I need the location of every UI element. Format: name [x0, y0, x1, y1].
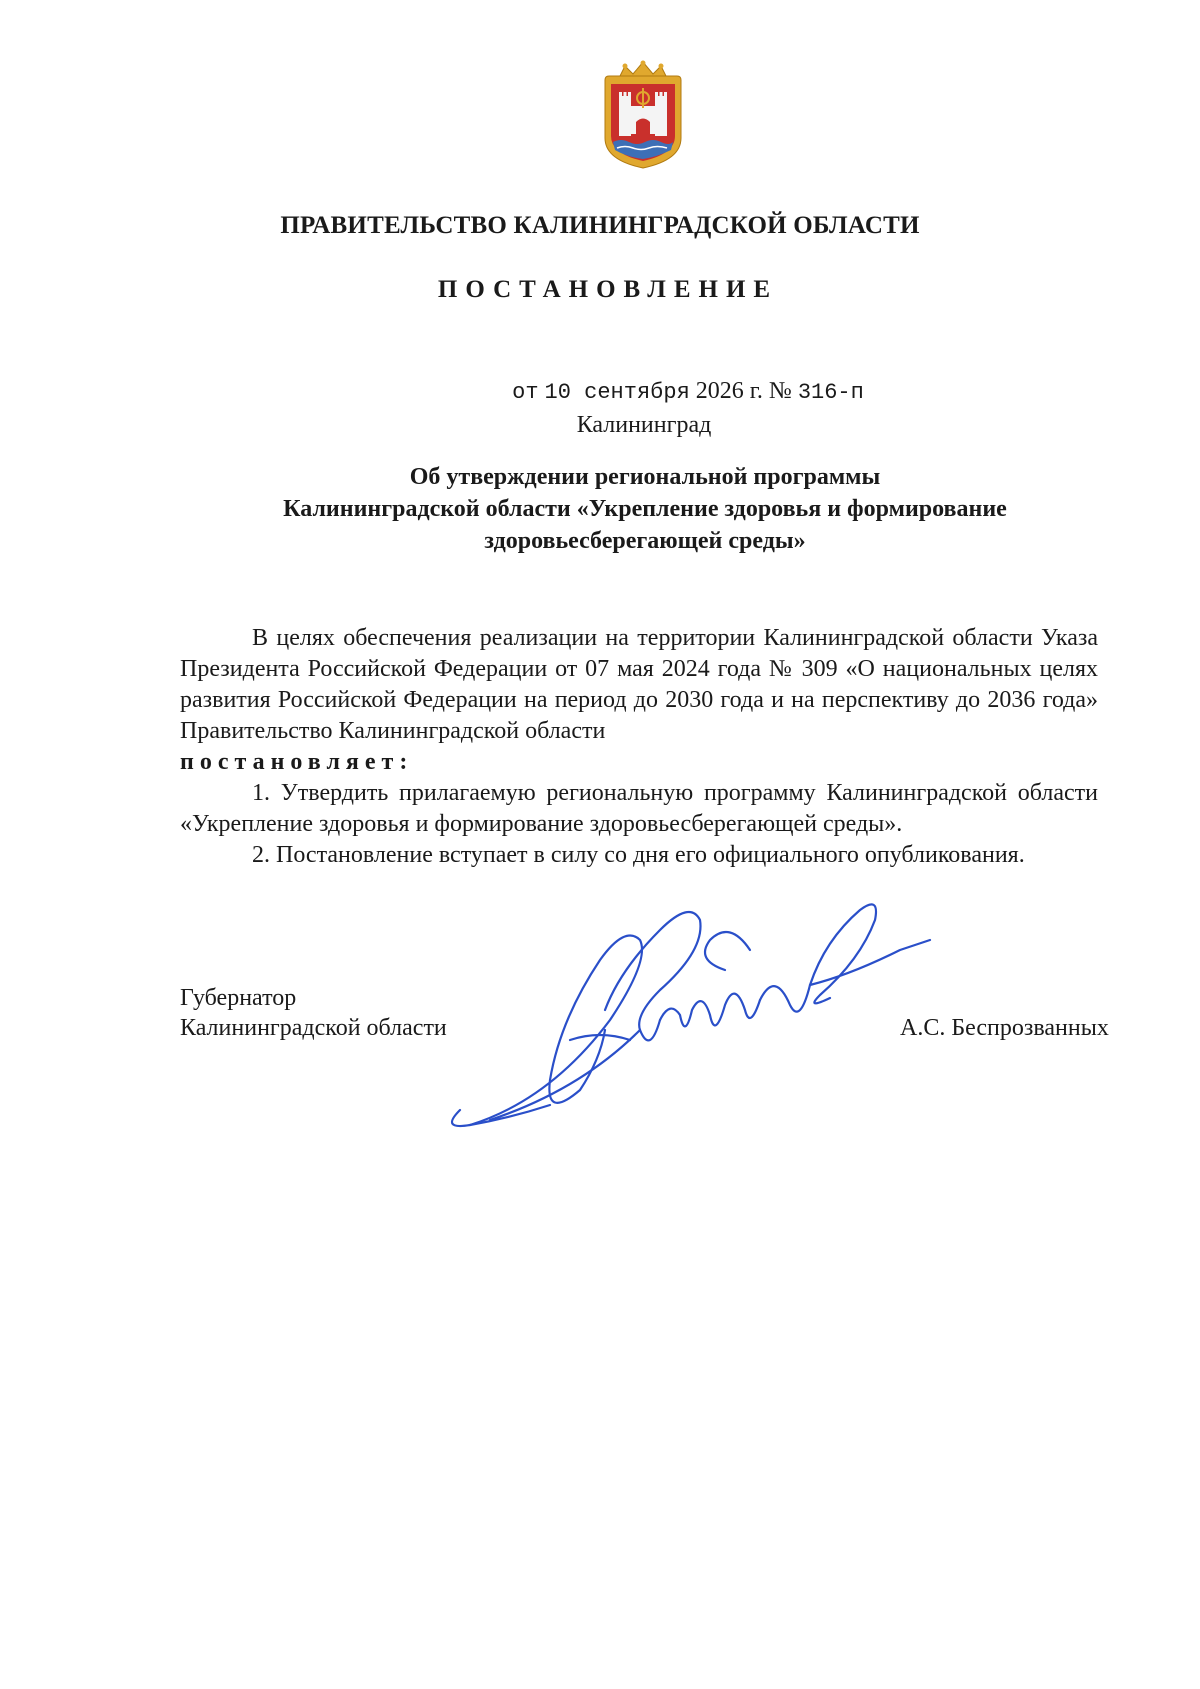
document-subject	[230, 461, 1060, 557]
resolves-paragraph	[180, 747, 1098, 778]
item-paragraph: 2. Постановление вступает в силу со дня его официального опубликования.	[252, 842, 1025, 868]
subject-line: Об утверждении региональной программы	[409, 464, 881, 490]
preamble-text: В целях обеспечения реализации на территории Калининградской области Указа Президента Российской Федерации от 07 мая 2024 года № 309 «О национальных целях развития Российской Федерации на период до 2030 года и на перспективу до 2036 года» Правительство Калининградской области	[180, 625, 1098, 744]
date-prefix: от	[512, 380, 539, 405]
document-details	[0, 378, 1200, 405]
document-type: ПОСТАНОВЛЕНИЕ	[437, 276, 779, 303]
resolves-word: постановляет:	[180, 749, 414, 775]
item-paragraph: 1. Утвердить прилагаемую региональную программу Калининградской области «Укрепление здоровья и формирование здоровьесберегающей среды».	[180, 780, 1098, 837]
document-year: 2026 г.	[695, 378, 763, 404]
preamble-paragraph	[180, 623, 1098, 747]
position-line: Губернатор	[180, 985, 297, 1011]
signatory-name: А.С. Беспрозванных	[900, 1015, 1109, 1041]
number-sign: №	[768, 378, 792, 404]
signatory-position	[180, 983, 447, 1043]
document-date: 10 сентября	[544, 380, 690, 405]
handwritten-signature	[430, 880, 950, 1160]
subject-line: здоровьесберегающей среды»	[484, 528, 806, 554]
position-line: Калининградской области	[180, 1015, 447, 1041]
organization-title: ПРАВИТЕЛЬСТВО КАЛИНИНГРАДСКОЙ ОБЛАСТИ	[280, 212, 920, 239]
subject-line: Калининградской области «Укрепление здоровья и формирование	[283, 496, 1007, 522]
document-number: 316-п	[797, 380, 864, 405]
document-place: Калининград	[576, 412, 712, 438]
coat-of-arms-icon	[597, 60, 689, 170]
document-body	[180, 623, 1098, 871]
